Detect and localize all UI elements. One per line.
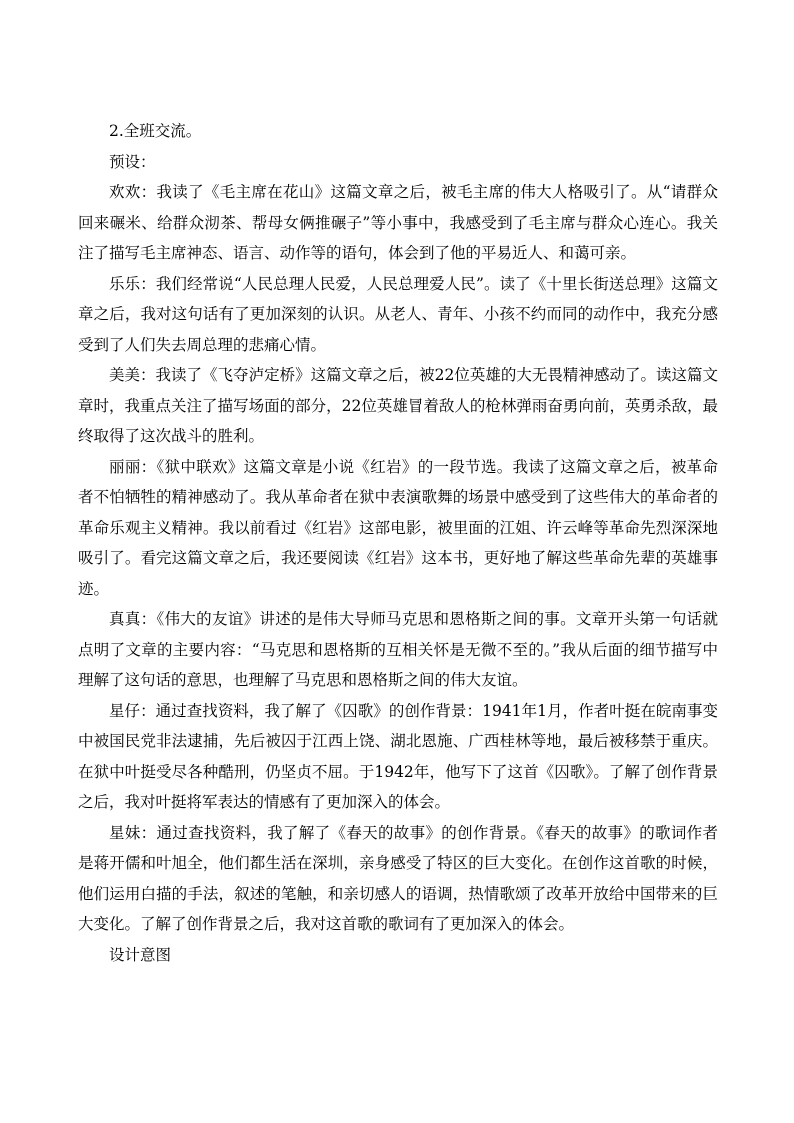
paragraph-zhenzhen: 真真：《伟大的友谊》讲述的是伟大导师马克思和恩格斯之间的事。文章开头第一句话就点明了文章的主要内容：“马克思和恩格斯的互相关怀是无微不至的。”我从后面的细节描写中理解了这句话的意思，也理解了马克思和恩格斯之间的伟大友谊。 xyxy=(78,610,718,689)
section-title: 2.全班交流。 xyxy=(109,122,202,140)
paragraph-xingzai: 星仔：通过查找资料，我了解了《囚歌》的创作背景：1941年1月，作者叶挺在皖南事变中被国民党非法逮捕，先后被囚于江西上饶、湖北恩施、广西桂林等地，最后被移禁于重庆。在狱中叶挺受尽各种酷刑，仍坚贞不屈。于1942年，他写下了这首《囚歌》。了解了创作背景之后，我对叶挺将军表达的情感有了更加深入的体会。 xyxy=(78,701,718,811)
paragraph-meimei: 美美：我读了《飞夺泸定桥》这篇文章之后，被22位英雄的大无畏精神感动了。读这篇文章时，我重点关注了描写场面的部分，22位英雄冒着敌人的枪林弹雨奋勇向前，英勇杀敌，最终取得了这次战斗的胜利。 xyxy=(78,366,718,445)
paragraph-lele: 乐乐：我们经常说“人民总理人民爱，人民总理爱人民”。读了《十里长街送总理》这篇文章之后，我对这句话有了更加深刻的认识。从老人、青年、小孩不约而同的动作中，我充分感受到了人们失去周总理的悲痛心情。 xyxy=(78,274,718,354)
design-intent-label: 设计意图 xyxy=(109,945,172,964)
paragraph-lili: 丽丽：《狱中联欢》这篇文章是小说《红岩》的一段节选。我读了这篇文章之后，被革命者不怕牺牲的精神感动了。我从革命者在狱中表演歌舞的场景中感受到了这些伟大的革命者的革命乐观主义精神。我以前看过《红岩》这部电影，被里面的江姐、许云峰等革命先烈深深地吸引了。看完这篇文章之后，我还要阅读《红岩》这本书，更好地了解这些革命先辈的英雄事迹。 xyxy=(78,457,718,598)
paragraph-xingmei: 星妹：通过查找资料，我了解了《春天的故事》的创作背景。《春天的故事》的歌词作者是蒋开儒和叶旭全，他们都生活在深圳，亲身感受了特区的巨大变化。在创作这首歌的时候，他们运用白描的手法，叙述的笔触，和亲切感人的语调，热情歌颂了改革开放给中国带来的巨大变化。了解了创作背景之后，我对这首歌的歌词有了更加深入的体会。 xyxy=(78,823,718,933)
preset-label: 预设： xyxy=(109,152,156,171)
paragraph-huanhuan: 欢欢：我读了《毛主席在花山》这篇文章之后，被毛主席的伟大人格吸引了。从“请群众回来碾米、给群众沏茶、帮母女俩推碾子”等小事中，我感受到了毛主席与群众心连心。我关注了描写毛主席神态、语言、动作等的语句，体会到了他的平易近人、和蔼可亲。 xyxy=(78,183,718,262)
document-body xyxy=(78,116,718,970)
